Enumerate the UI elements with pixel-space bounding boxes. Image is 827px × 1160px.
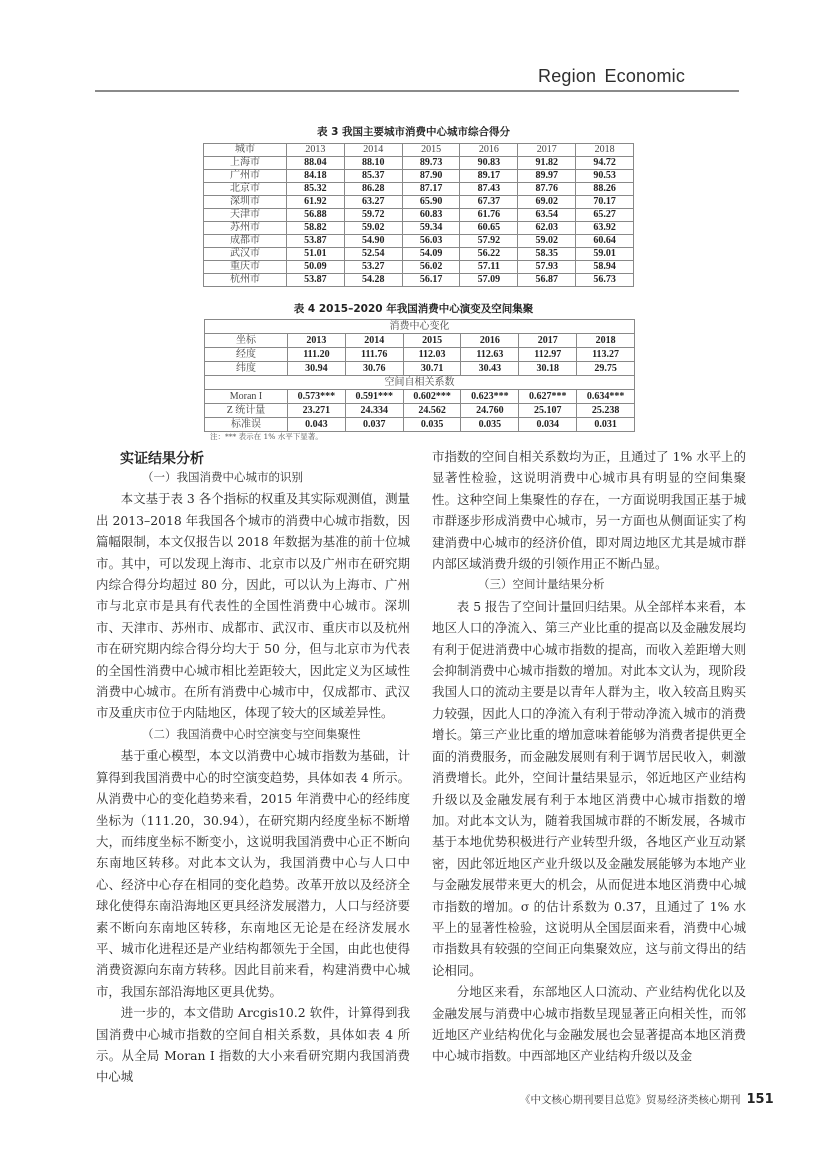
value-cell: 85.37 [344,170,402,183]
value-cell: 53.87 [287,274,345,287]
value-cell: 70.17 [576,196,634,209]
value-cell: 57.11 [460,261,518,274]
section-title: 实证结果分析 [120,451,204,467]
value-cell: 56.02 [402,261,460,274]
value-cell: 65.90 [402,196,460,209]
subsection-heading: （三）空间计量结果分析 [478,577,605,592]
value-cell: 60.83 [402,209,460,222]
value-cell: 61.76 [460,209,518,222]
value-cell: 111.20 [288,348,346,362]
table4-note: 注：*** 表示在 1% 水平下显著。 [210,432,323,441]
row-label-cell: 杭州市 [204,274,287,287]
value-cell: 25.238 [577,404,635,418]
value-cell: 87.43 [460,183,518,196]
value-cell: 56.17 [402,274,460,287]
value-cell: 90.53 [576,170,634,183]
value-cell: 56.73 [576,274,634,287]
row-label-cell: Moran I [205,390,288,404]
value-cell: 2015 [402,144,460,157]
value-cell: 24.334 [345,404,403,418]
value-cell: 59.34 [402,222,460,235]
table4-section2-title [205,376,635,390]
value-cell: 61.92 [287,196,345,209]
value-cell: 112.63 [461,348,519,362]
row-label-cell: 北京市 [204,183,287,196]
value-cell: 89.97 [518,170,576,183]
header-rule [95,90,739,92]
row-label-cell: 城市 [204,144,287,157]
subsection-heading: （一）我国消费中心城市的识别 [142,470,303,484]
subsection-heading: （二）我国消费中心时空演变与空间集聚性 [142,726,361,741]
value-cell: 112.03 [403,348,461,362]
footer-journal: 《中文核心期刊要目总览》贸易经济类核心期刊 [520,1094,741,1106]
value-cell: 53.87 [287,235,345,248]
row-label-cell: 成都市 [204,235,287,248]
value-cell: 2014 [344,144,402,157]
value-cell: 62.03 [518,222,576,235]
value-cell: 59.02 [518,235,576,248]
value-cell: 30.43 [461,362,519,376]
value-cell: 69.02 [518,196,576,209]
value-cell: 0.034 [519,418,577,432]
value-cell: 0.037 [345,418,403,432]
table4-header-row [205,334,635,348]
value-cell: 2017 [518,144,576,157]
row-label-cell: 经度 [205,348,288,362]
value-cell: 25.107 [519,404,577,418]
table3-header-row [204,144,634,157]
value-cell: 59.01 [576,248,634,261]
value-cell: 2013 [288,334,346,348]
value-cell: 63.92 [576,222,634,235]
paragraph: 基于重心模型，本文以消费中心城市指数为基础，计算得到我国消费中心的时空演变趋势，具体如表 4 所示。从消费中心的变化趋势来看，2015 年消费中心的经纬度坐标为（111.20，30.94），在研究期内经度坐标不断增大，而纬度坐标不断变小，这说明我国消费中心正不断向东南地区转移。对此本文认为，我国消费中心与人口中心、经济中心存在相同的变化趋势。改革开放以及经济全球化使得东南沿海地区更具经济发展潜力，人口与经济要素不断向东南地区转移，东南地区无论是在经济发展水平、城市化进程还是产业结构都领先于全国，由此也使得消费资源向东南方转移。因此目前来看，构建消费中心城市，我国东部沿海地区更具优势。 [96,748,410,999]
value-cell: 30.94 [288,362,346,376]
table4-row [205,418,635,432]
value-cell: 58.35 [518,248,576,261]
table3-row [204,183,634,196]
value-cell: 2015 [403,334,461,348]
table4-row [205,390,635,404]
row-label-cell: Z 统计量 [205,404,288,418]
page-number: 151 [746,1092,774,1107]
table4-section2-title-cell: 空间自相关系数 [205,376,635,390]
value-cell: 52.54 [344,248,402,261]
table3-row [204,235,634,248]
table3-row [204,261,634,274]
value-cell: 67.37 [460,196,518,209]
table3-row [204,248,634,261]
value-cell: 56.87 [518,274,576,287]
value-cell: 60.64 [576,235,634,248]
value-cell: 0.043 [288,418,346,432]
table3-row [204,222,634,235]
value-cell: 54.90 [344,235,402,248]
value-cell: 58.82 [287,222,345,235]
value-cell: 59.02 [344,222,402,235]
value-cell: 30.71 [403,362,461,376]
value-cell: 29.75 [577,362,635,376]
value-cell: 54.09 [402,248,460,261]
table4-row [205,348,635,362]
table3-row [204,209,634,222]
value-cell: 88.26 [576,183,634,196]
table3-row [204,157,634,170]
value-cell: 60.65 [460,222,518,235]
value-cell: 58.94 [576,261,634,274]
value-cell: 0.627*** [519,390,577,404]
table4-caption: 表 4 2015–2020 年我国消费中心演变及空间集聚 [293,303,534,315]
value-cell: 0.623*** [461,390,519,404]
table4-row [205,404,635,418]
value-cell: 59.72 [344,209,402,222]
value-cell: 88.10 [344,157,402,170]
value-cell: 2014 [345,334,403,348]
table4 [204,319,635,432]
value-cell: 56.03 [402,235,460,248]
value-cell: 2017 [519,334,577,348]
row-label-cell: 苏州市 [204,222,287,235]
table4-section1-title [205,320,635,334]
value-cell: 50.09 [287,261,345,274]
value-cell: 112.97 [519,348,577,362]
value-cell: 63.54 [518,209,576,222]
row-label-cell: 标准误 [205,418,288,432]
value-cell: 2013 [287,144,345,157]
value-cell: 23.271 [288,404,346,418]
value-cell: 2016 [460,144,518,157]
left-column [96,467,410,1088]
value-cell: 56.88 [287,209,345,222]
table3-row [204,170,634,183]
value-cell: 65.27 [576,209,634,222]
value-cell: 88.04 [287,157,345,170]
paragraph: 进一步的，本文借助 Arcgis10.2 软件，计算得到我国消费中心城市指数的空间自相关系数，具体如表 4 所示。从全局 Moran I 指数的大小来看研究期内我国消费中心城 [96,1005,410,1085]
value-cell: 0.035 [403,418,461,432]
value-cell: 89.17 [460,170,518,183]
row-label-cell: 深圳市 [204,196,287,209]
row-label-cell: 天津市 [204,209,287,222]
table3-row [204,196,634,209]
value-cell: 0.031 [577,418,635,432]
right-column [432,446,746,1067]
value-cell: 30.18 [519,362,577,376]
value-cell: 113.27 [577,348,635,362]
value-cell: 87.17 [402,183,460,196]
paragraph: 市指数的空间自相关系数均为正，且通过了 1% 水平上的显著性检验，这说明消费中心城市具有明显的空间集聚性。这种空间上集聚性的存在，一方面说明我国正基于城市群逐步形成消费中心城市，另一方面也从侧面证实了构建消费中心城市的经济价值，即对周边地区尤其是城市群内部区域消费升级的引领作用正不断凸显。 [432,449,746,572]
row-label-cell: 重庆市 [204,261,287,274]
value-cell: 91.82 [518,157,576,170]
value-cell: 54.28 [344,274,402,287]
table4-section1-title-cell: 消费中心变化 [205,320,635,334]
row-label-cell: 纬度 [205,362,288,376]
paragraph: 本文基于表 3 各个指标的权重及其实际观测值，测量出 2013–2018 年我国各个城市的消费中心城市指数，因篇幅限制，本文仅报告以 2018 年数据为基准的前十位城市。其中，可以发现上海市、北京市以及广州市在研究期内综合得分均超过 80 分，因此，可以认为上海市、广州市与北京市是具有代表性的全国性消费中心城市。深圳市、天津市、苏州市、成都市、武汉市、重庆市以及杭州市在研究期内综合得分均大于 50 分，但与北京市为代表的全国性消费中心城市相比差距较大，因此定义为区域性消费中心城市。在所有消费中心城市中，仅成都市、武汉市及重庆市位于内陆地区，体现了较大的区域差异性。 [96,491,410,721]
value-cell: 57.09 [460,274,518,287]
value-cell: 87.76 [518,183,576,196]
paragraph: 分地区来看，东部地区人口流动、产业结构优化以及金融发展与消费中心城市指数呈现显著正向相关性，而邻近地区产业结构优化与金融发展也会显著提高本地区消费中心城市指数。中西部地区产业结构升级以及金 [432,984,746,1064]
table3-row [204,274,634,287]
value-cell: 0.634*** [577,390,635,404]
value-cell: 57.92 [460,235,518,248]
value-cell: 0.573*** [288,390,346,404]
value-cell: 90.83 [460,157,518,170]
value-cell: 56.22 [460,248,518,261]
value-cell: 0.591*** [345,390,403,404]
row-label-cell: 上海市 [204,157,287,170]
value-cell: 86.28 [344,183,402,196]
value-cell: 2018 [577,334,635,348]
value-cell: 57.93 [518,261,576,274]
table3-caption: 表 3 我国主要城市消费中心城市综合得分 [316,126,511,138]
footer [520,1092,774,1107]
value-cell: 2018 [576,144,634,157]
row-label-cell: 坐标 [205,334,288,348]
value-cell: 85.32 [287,183,345,196]
value-cell: 63.27 [344,196,402,209]
value-cell: 84.18 [287,170,345,183]
value-cell: 30.76 [345,362,403,376]
row-label-cell: 广州市 [204,170,287,183]
value-cell: 24.760 [461,404,519,418]
value-cell: 89.73 [402,157,460,170]
paragraph: 表 5 报告了空间计量回归结果。从全部样本来看，本地区人口的净流入、第三产业比重的提高以及金融发展均有利于促进消费中心城市指数的提高，而收入差距增大则会抑制消费中心城市指数的增加。对此本文认为，现阶段我国人口的流动主要是以青年人群为主，收入较高且购买力较强，因此人口的净流入有利于带动净流入城市的消费增长。第三产业比重的增加意味着能够为消费者提供更全面的消费服务，而金融发展则有利于调节居民收入，刺激消费增长。此外，空间计量结果显示，邻近地区产业结构升级以及金融发展有利于本地区消费中心城市指数的增加。对此本文认为，随着我国城市群的不断发展，各城市基于本地优势积极进行产业转型升级，各地区产业互动紧密，因此邻近地区产业升级以及金融发展能够为本地产业与金融发展带来更大的机会，从而促进本地区消费中心城市指数的增加。σ 的估计系数为 0.37，且通过了 1% 水平上的显著性检验，这说明从全国层面来看，消费中心城市指数具有较强的空间正向集聚效应，这与前文得出的结论相同。 [432,598,746,978]
running-head: Region Economic [538,66,686,86]
value-cell: 51.01 [287,248,345,261]
value-cell: 111.76 [345,348,403,362]
value-cell: 94.72 [576,157,634,170]
row-label-cell: 武汉市 [204,248,287,261]
value-cell: 2016 [461,334,519,348]
value-cell: 24.562 [403,404,461,418]
value-cell: 0.602*** [403,390,461,404]
value-cell: 0.035 [461,418,519,432]
table3 [203,143,634,287]
value-cell: 87.90 [402,170,460,183]
value-cell: 53.27 [344,261,402,274]
table4-row [205,362,635,376]
